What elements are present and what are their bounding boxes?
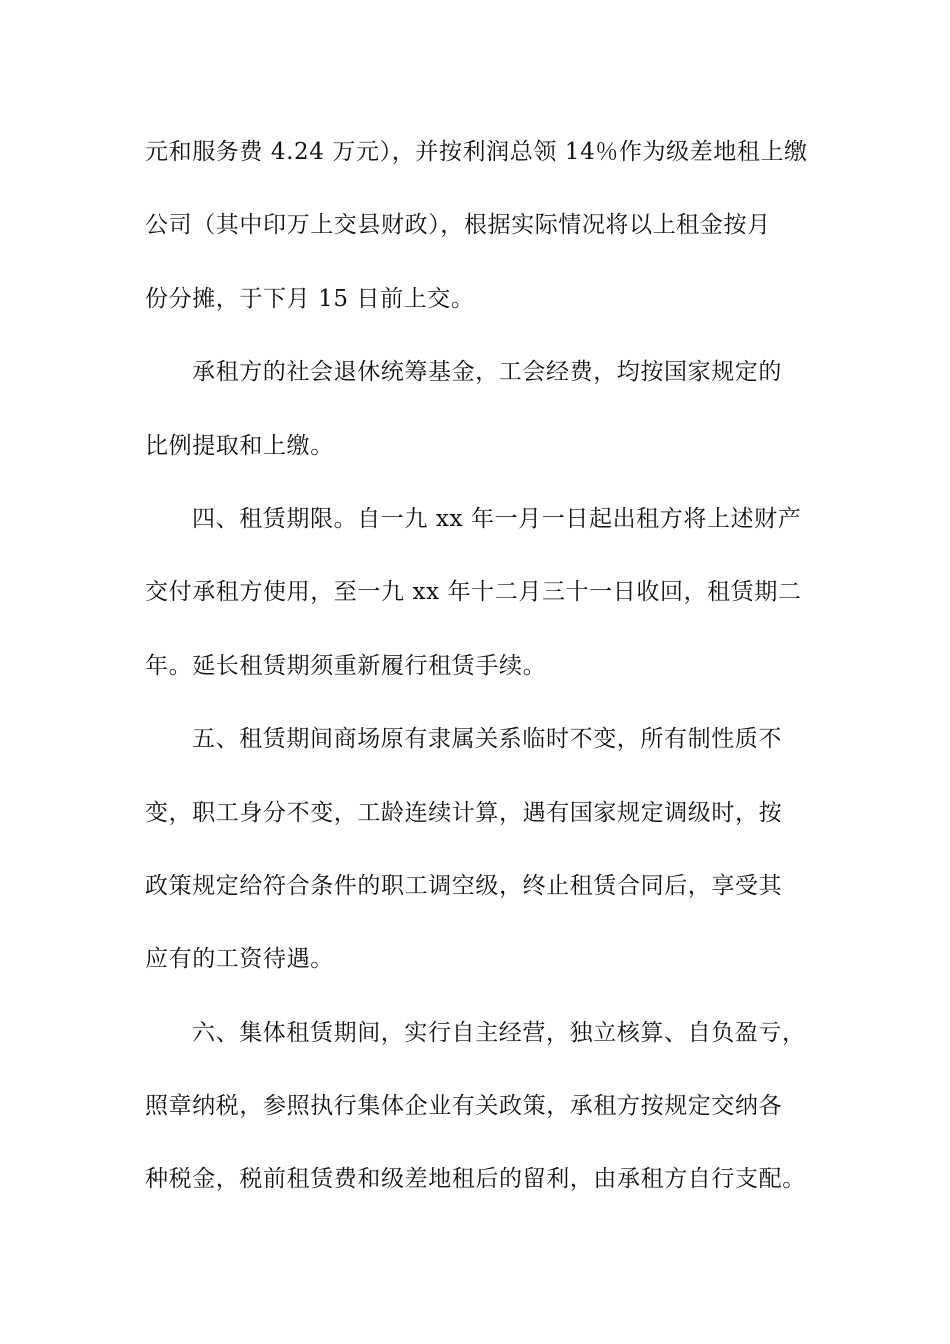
text-line: 变，职工身分不变，工龄连续计算，遇有国家规定调级时，按 [145,799,783,826]
text-line: 应有的工资待遇。 [145,946,334,973]
text-line: 交付承租方使用，至一九 xx 年十二月三十一日收回，租赁期二 [145,579,802,606]
text-line: 五、租赁期间商场原有隶属关系临时不变，所有制性质不 [192,726,782,753]
document-body [145,128,815,1229]
text-line: 公司（其中印万上交县财政），根据实际情况将以上租金按月 [145,212,771,239]
text-line: 元和服务费 4.24 万元），并按利润总领 14％作为级差地租上缴 [145,139,808,165]
text-line: 年。延长租赁期须重新履行租赁手续。 [145,652,547,679]
paragraph-staff-status [145,715,815,1009]
paragraph-lease-term [145,495,815,715]
text-line: 份分摊，于下月 15 日前上交。 [145,285,475,312]
text-line: 政策规定给符合条件的职工调空级，终止租赁合同后，享受其 [145,872,783,899]
text-line: 照章纳税，参照执行集体企业有关政策，承租方按规定交纳各 [145,1093,783,1120]
paragraph-rent-payment [145,128,815,348]
text-line: 比例提取和上缴。 [145,432,334,459]
text-line: 承租方的社会退休统筹基金，工会经费，均按国家规定的 [192,359,782,386]
paragraph-collective-operation [145,1009,815,1229]
text-line: 种税金，税前租赁费和级差地租后的留利，由承租方自行支配。 [145,1166,806,1193]
text-line: 四、租赁期限。自一九 xx 年一月一日起出租方将上述财产 [192,505,802,532]
paragraph-social-funds [145,348,815,495]
text-line: 六、集体租赁期间，实行自主经营，独立核算、自负盈亏， [192,1019,806,1046]
